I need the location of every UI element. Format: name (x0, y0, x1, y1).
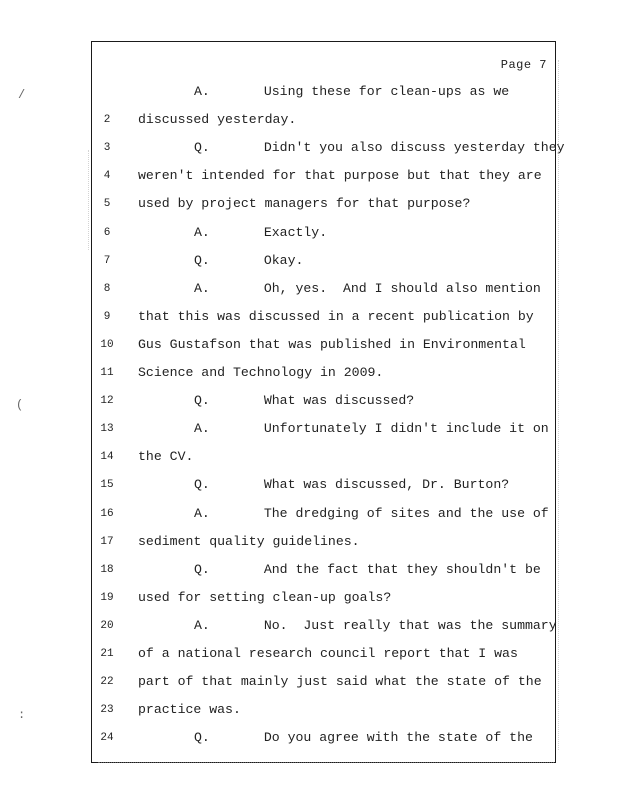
line-text (138, 110, 296, 130)
line-body: part of that mainly just said what the state of the (138, 674, 542, 690)
line-body: practice was. (138, 702, 241, 718)
transcript-line (92, 616, 555, 636)
line-number: 16 (100, 507, 114, 520)
margin-mark: : (18, 708, 26, 722)
line-text (194, 82, 509, 102)
line-number: 22 (100, 676, 114, 689)
transcript-line (92, 138, 565, 158)
speaker-marker: A. (194, 421, 210, 437)
page-number: Page 7 (500, 58, 547, 72)
line-body: of a national research council report that I was (138, 646, 518, 661)
line-body: weren't intended for that purpose but that they are (138, 168, 542, 184)
line-text (138, 307, 534, 327)
line-text (138, 166, 542, 186)
line-number: 7 (103, 254, 111, 267)
line-body: Okay. (263, 252, 304, 268)
line-body: the CV. (138, 449, 194, 465)
line-number: 12 (100, 395, 114, 408)
transcript-line (92, 110, 555, 130)
line-body: Using these for clean-ups as we (263, 84, 510, 99)
speaker-marker: Q. (194, 140, 210, 156)
line-text (138, 335, 526, 355)
transcript-line (92, 672, 555, 692)
line-number: 10 (100, 338, 114, 351)
speaker-marker: Q. (194, 561, 210, 577)
line-number: 15 (100, 479, 114, 492)
line-number: 17 (100, 535, 114, 548)
line-text (194, 728, 533, 748)
line-body: What was discussed, Dr. Burton? (263, 477, 510, 493)
speaker-marker: A. (194, 224, 210, 240)
transcript-line (92, 307, 555, 327)
line-number: 2 (103, 114, 111, 127)
transcript-line (92, 363, 555, 383)
line-number: 19 (100, 591, 114, 604)
line-body: Didn't you also discuss yesterday they (263, 140, 565, 156)
transcript-line (92, 475, 555, 495)
line-text (138, 644, 518, 664)
line-text (194, 419, 549, 439)
speaker-marker: Q. (194, 477, 210, 493)
line-text (194, 279, 541, 299)
transcript-line (92, 728, 555, 748)
line-text (138, 194, 470, 214)
line-text (194, 504, 549, 524)
line-number: 8 (103, 282, 111, 295)
speaker-marker: Q. (194, 393, 210, 409)
line-body: And the fact that they shouldn't be (263, 561, 541, 577)
transcript-line (92, 560, 555, 580)
transcript-line (92, 251, 555, 271)
scan-artifact-right (558, 60, 561, 750)
line-number: 24 (100, 732, 114, 745)
line-text (194, 138, 565, 158)
transcript-line (92, 419, 555, 439)
transcript-line (92, 166, 555, 186)
transcript-line (92, 194, 555, 214)
speaker-marker: A. (194, 84, 210, 99)
transcript-line (92, 391, 555, 411)
speaker-marker: A. (194, 505, 210, 521)
line-text (138, 588, 391, 608)
line-body: discussed yesterday. (138, 112, 297, 128)
line-number: 14 (100, 451, 114, 464)
line-body: Science and Technology in 2009. (138, 365, 384, 380)
transcript-line (92, 279, 555, 299)
line-text (194, 560, 541, 580)
line-number: 9 (103, 310, 111, 323)
line-body: used by project managers for that purpose? (138, 196, 471, 212)
transcript-line (92, 223, 555, 243)
line-text (138, 447, 193, 467)
scan-artifact-left (88, 150, 91, 250)
transcript-line (92, 700, 555, 720)
line-number: 4 (103, 170, 111, 183)
speaker-marker: A. (194, 280, 210, 296)
line-body: What was discussed? (263, 393, 415, 409)
line-body: Gus Gustafson that was published in Environmental (138, 336, 526, 352)
line-text (194, 391, 414, 411)
speaker-marker: A. (194, 617, 210, 633)
line-number: 5 (103, 198, 111, 211)
line-text (194, 475, 509, 495)
line-body: that this was discussed in a recent publication by (138, 308, 534, 324)
transcript-line (92, 335, 555, 355)
transcript-page (91, 41, 565, 763)
scan-artifact-footer (98, 758, 554, 763)
line-body: Exactly. (263, 224, 328, 240)
transcript-line (92, 82, 555, 102)
line-text (138, 672, 542, 692)
line-body: Unfortunately I didn't include it on (263, 421, 549, 437)
line-text (138, 700, 241, 720)
line-number: 21 (100, 648, 114, 660)
line-number: 18 (100, 563, 114, 576)
line-text (194, 251, 303, 271)
transcript-line (92, 504, 555, 524)
line-body: Oh, yes. And I should also mention (263, 280, 541, 296)
transcript-line (92, 588, 555, 608)
line-body: No. Just really that was the summary (263, 617, 557, 633)
line-number: 20 (100, 619, 114, 632)
line-text (194, 223, 327, 243)
line-number: 3 (103, 142, 111, 155)
speaker-marker: Q. (194, 252, 210, 268)
margin-mark: / (18, 88, 26, 102)
margin-mark: ( (16, 398, 24, 412)
line-number: 6 (103, 226, 111, 239)
transcript-line (92, 644, 555, 664)
line-text (194, 616, 557, 636)
line-body: sediment quality guidelines. (138, 533, 360, 549)
line-body: The dredging of sites and the use of (263, 505, 549, 521)
line-body: Do you agree with the state of the (263, 730, 533, 746)
line-number: 23 (100, 704, 114, 717)
line-number: 13 (100, 423, 114, 436)
line-text (138, 532, 360, 552)
transcript-line (92, 447, 555, 467)
transcript-line (92, 532, 555, 552)
line-body: used for setting clean-up goals? (138, 589, 392, 605)
line-text (138, 363, 383, 383)
speaker-marker: Q. (194, 730, 210, 746)
line-number: 11 (100, 367, 114, 379)
